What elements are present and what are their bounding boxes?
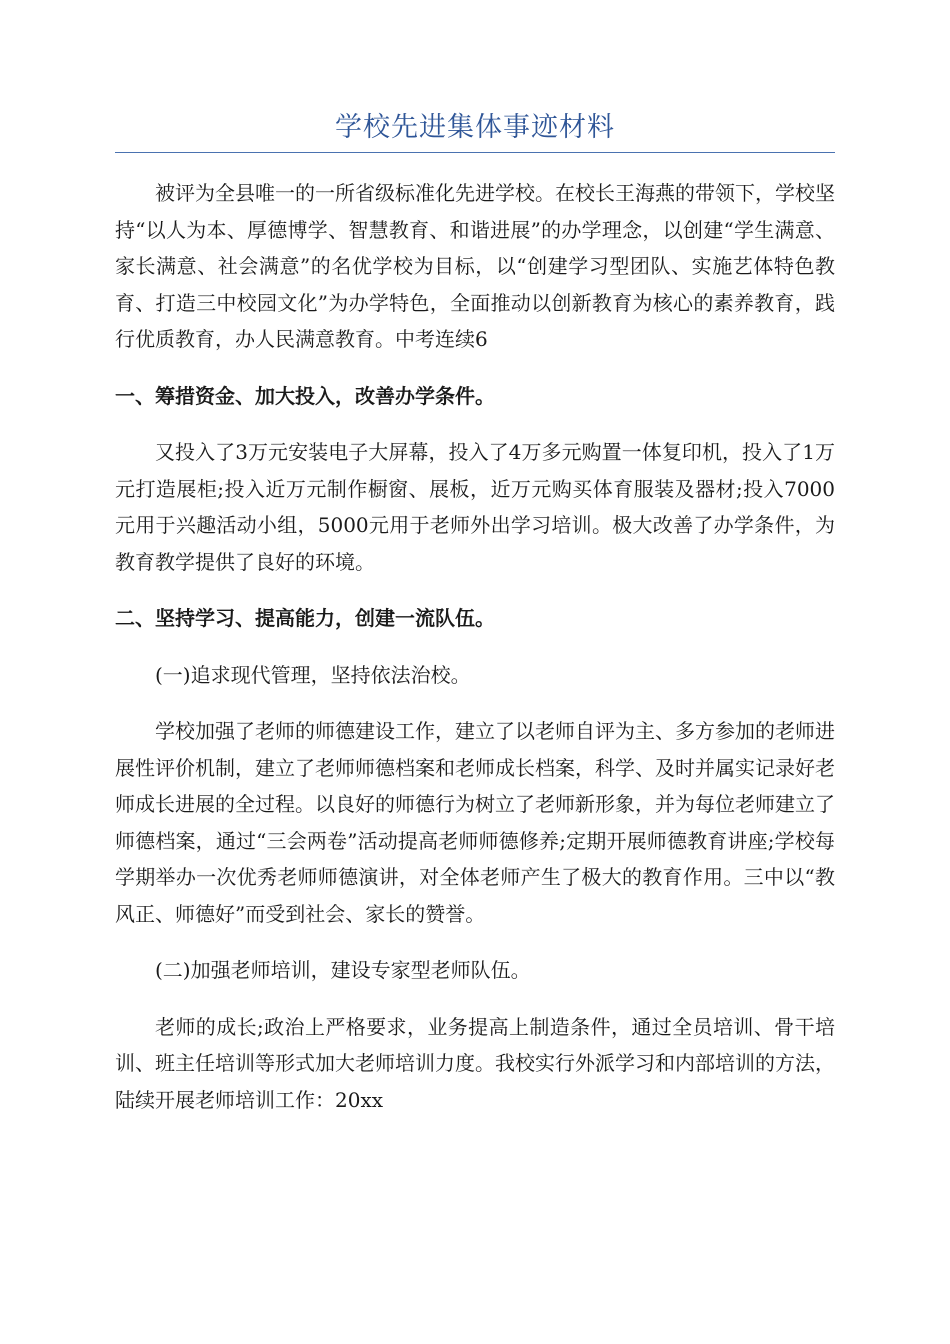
subsection-one-paragraph: 学校加强了老师的师德建设工作，建立了以老师自评为主、多方参加的老师进展性评价机制，建立了老师师德档案和老师成长档案，科学、及时并属实记录好老师成长进展的全过程。以良好的师德行为树立了老师新形象，并为每位老师建立了师德档案，通过“三会两卷”活动提高老师师德修养;定期开展师德教育讲座;学校每学期举办一次优秀老师师德演讲，对全体老师产生了极大的教育作用。三中以“教风正、师德好”而受到社会、家长的赞誉。	[115, 719, 835, 926]
section-one-heading: 一、筹措资金、加大投入，改善办学条件。	[115, 383, 495, 408]
title-underline	[115, 152, 835, 153]
document-page	[115, 108, 835, 1118]
intro-paragraph: 被评为全县唯一的一所省级标准化先进学校。在校长王海燕的带领下，学校坚持“以人为本、厚德博学、智慧教育、和谐进展”的办学理念，以创建“学生满意、家长满意、社会满意”的名优学校为目标，以“创建学习型团队、实施艺体特色教育、打造三中校园文化”为办学特色，全面推动以创新教育为核心的素养教育，践行优质教育，办人民满意教育。中考连续6	[115, 181, 835, 351]
document-title: 学校先进集体事迹材料	[335, 112, 615, 143]
subsection-one-heading: (一)追求现代管理，坚持依法治校。	[155, 662, 471, 687]
section-two-heading: 二、坚持学习、提高能力，创建一流队伍。	[115, 606, 495, 630]
subsection-two-heading: (二)加强老师培训，建设专家型老师队伍。	[155, 958, 531, 982]
subsection-two-paragraph: 老师的成长;政治上严格要求，业务提高上制造条件，通过全员培训、骨干培训、班主任培训等形式加大老师培训力度。我校实行外派学习和内部培训的方法，陆续开展老师培训工作：20xx	[115, 1014, 835, 1112]
section-one-paragraph: 又投入了3万元安装电子大屏幕，投入了4万多元购置一体复印机，投入了1万元打造展柜;投入近万元制作橱窗、展板，近万元购买体育服装及器材;投入7000元用于兴趣活动小组，5000元用于老师外出学习培训。极大改善了办学条件，为教育教学提供了良好的环境。	[115, 440, 835, 574]
